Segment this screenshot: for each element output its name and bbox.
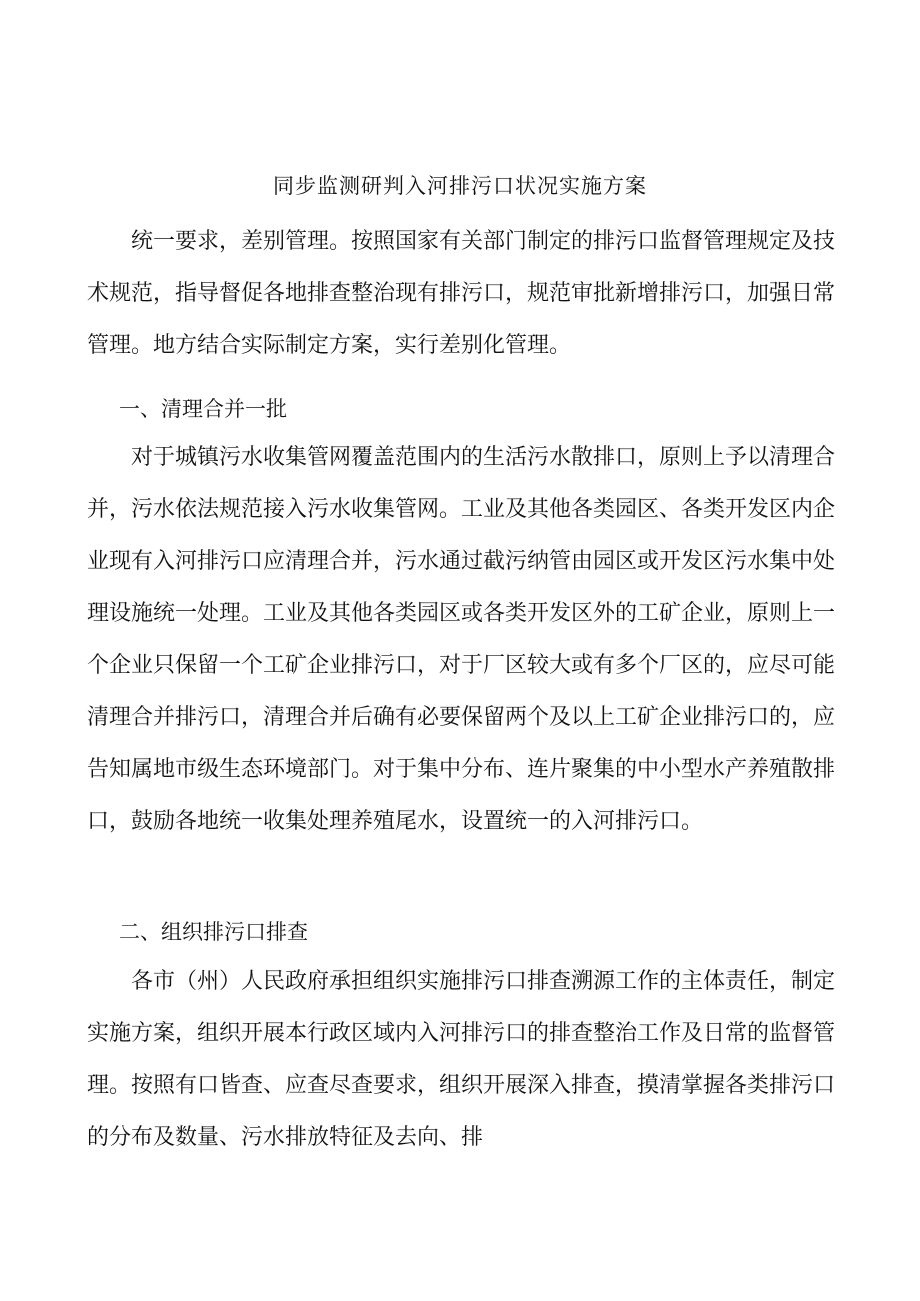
section-body-1: 对于城镇污水收集管网覆盖范围内的生活污水散排口，原则上予以清理合并，污水依法规范接入污水收集管网。工业及其他各类园区、各类开发区内企业现有入河排污口应清理合并，污水通过截污纳管由园区或开发区污水集中处理设施统一处理。工业及其他各类园区或各类开发区外的工矿企业，原则上一个企业只保留一个工矿企业排污口，对于厂区较大或有多个厂区的，应尽可能清理合并排污口，清理合并后确有必要保留两个及以上工矿企业排污口的，应告知属地市级生态环境部门。对于集中分布、连片聚集的中小型水产养殖散排口，鼓励各地统一收集处理养殖尾水，设置统一的入河排污口。 [87,445,836,834]
document-title: 同步监测研判入河排污口状况实施方案 [273,174,647,198]
section-heading-1: 一、清理合并一批 [119,397,287,421]
section-body-2: 各市（州）人民政府承担组织实施排污口排查溯源工作的主体责任，制定实施方案，组织开展本行政区域内入河排污口的排查整治工作及日常的监督管理。按照有口皆查、应查尽查要求，组织开展深入排查，摸清掌握各类排污口的分布及数量、污水排放特征及去向、排 [87,969,836,1150]
section-heading-2: 二、组织排污口排查 [119,920,308,944]
intro-paragraph: 统一要求，差别管理。按照国家有关部门制定的排污口监督管理规定及技术规范，指导督促各地排查整治现有排污口，规范审批新增排污口，加强日常管理。地方结合实际制定方案，实行差别化管理。 [87,229,836,358]
